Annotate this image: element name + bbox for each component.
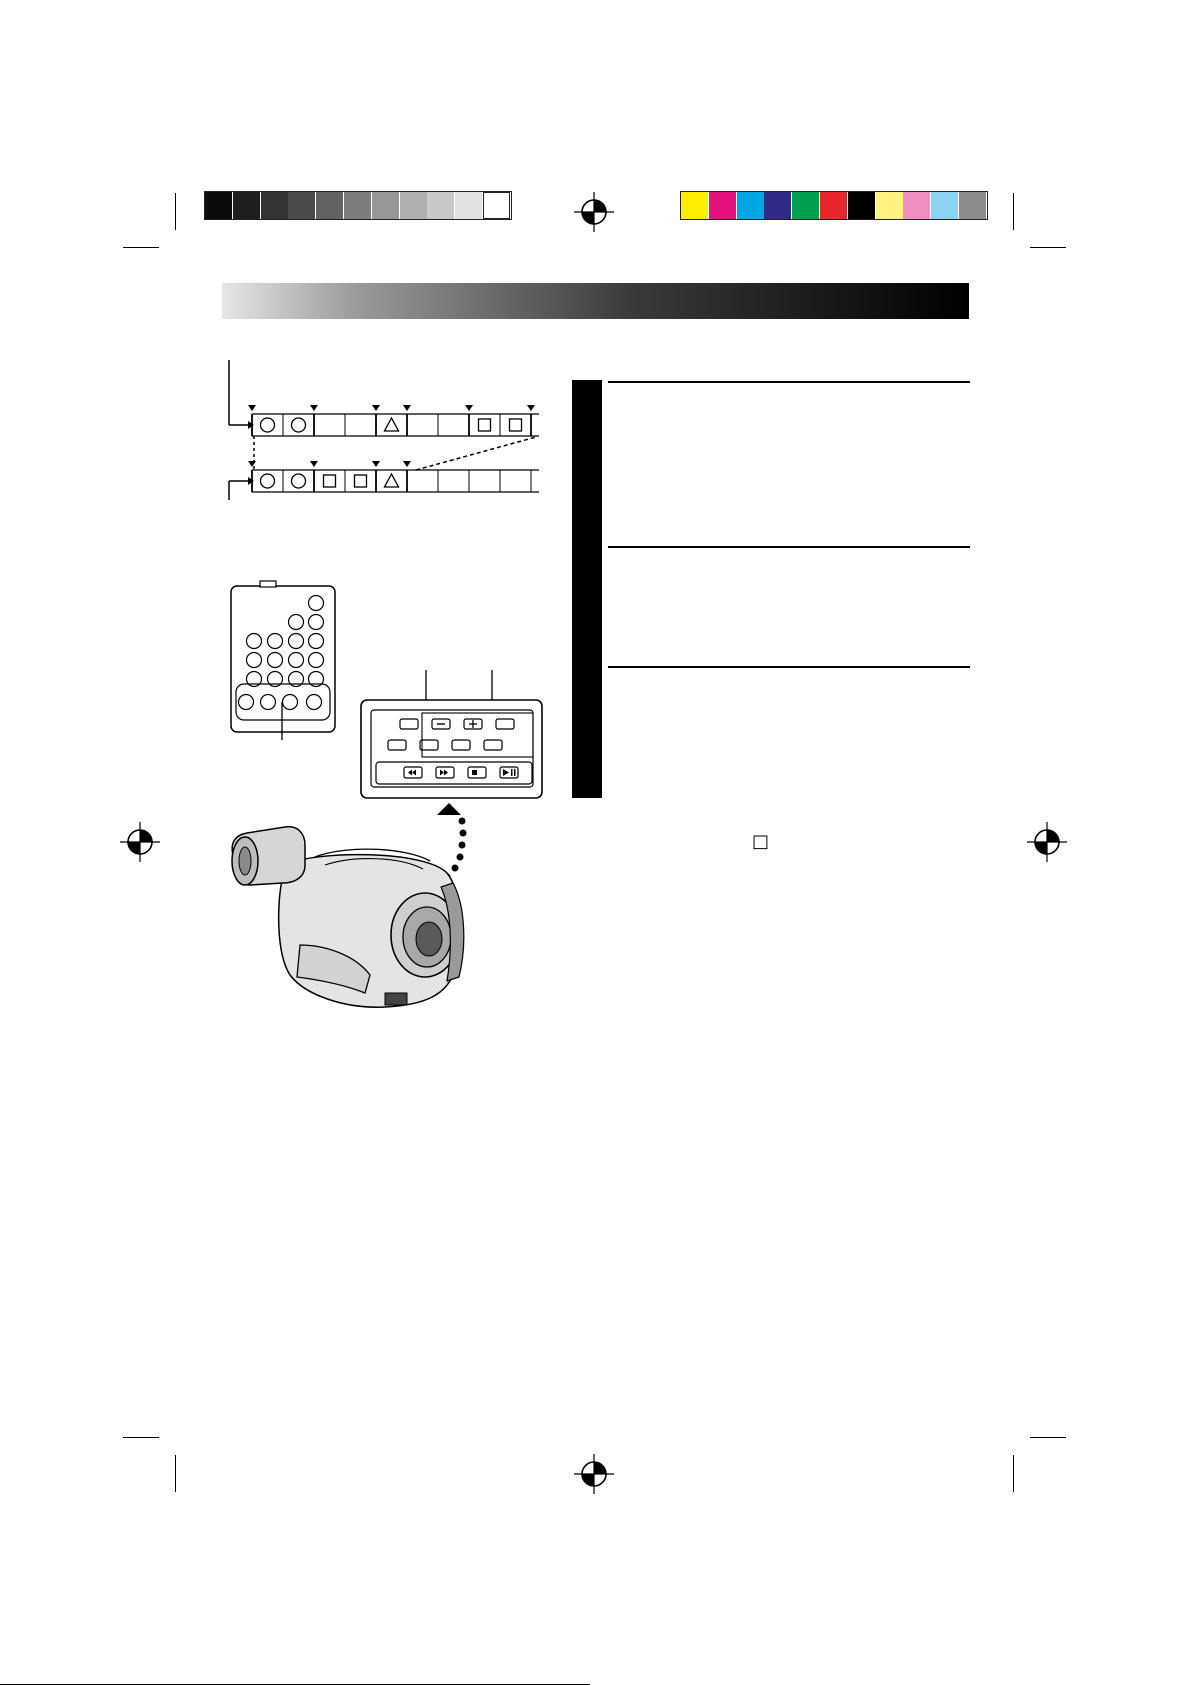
cue-marker-icon bbox=[372, 405, 380, 411]
dotted-connector bbox=[416, 437, 536, 470]
camcorder-illustration bbox=[225, 795, 480, 1020]
remote-control-illustration bbox=[230, 580, 340, 740]
square-icon bbox=[355, 475, 367, 487]
circle-icon bbox=[261, 418, 275, 432]
square-icon bbox=[324, 475, 336, 487]
section-header-bar bbox=[222, 283, 969, 319]
circle-icon bbox=[292, 474, 306, 488]
section-rule bbox=[608, 666, 970, 668]
cue-marker-icon bbox=[372, 461, 380, 467]
registration-target-icon bbox=[120, 822, 160, 862]
square-icon bbox=[510, 419, 522, 431]
registration-target-icon bbox=[574, 192, 614, 232]
tape-strip-top bbox=[248, 405, 539, 436]
cue-marker-icon bbox=[527, 405, 535, 411]
cue-marker-icon bbox=[465, 405, 473, 411]
triangle-icon bbox=[385, 418, 399, 431]
cue-marker-icon bbox=[403, 405, 411, 411]
cue-marker-icon bbox=[248, 405, 256, 411]
registration-target-icon bbox=[574, 1454, 614, 1494]
tape-strip-bottom bbox=[248, 461, 539, 492]
tape-edit-diagram bbox=[220, 355, 550, 515]
registration-target-icon bbox=[1027, 822, 1067, 862]
section-rule bbox=[608, 546, 970, 548]
cue-marker-icon bbox=[310, 461, 318, 467]
square-glyph: □ bbox=[752, 831, 770, 852]
control-panel-illustration bbox=[360, 670, 545, 800]
arrow-icon bbox=[248, 477, 254, 485]
signal-arrow-icon bbox=[437, 803, 461, 815]
cue-marker-icon bbox=[310, 405, 318, 411]
triangle-icon bbox=[385, 474, 399, 487]
cue-marker-icon bbox=[403, 461, 411, 467]
circle-icon bbox=[261, 474, 275, 488]
section-tab bbox=[572, 380, 602, 798]
cue-marker-icon bbox=[248, 461, 256, 467]
section-rule bbox=[608, 381, 970, 383]
square-icon bbox=[479, 419, 491, 431]
circle-icon bbox=[292, 418, 306, 432]
arrow-icon bbox=[248, 421, 254, 429]
